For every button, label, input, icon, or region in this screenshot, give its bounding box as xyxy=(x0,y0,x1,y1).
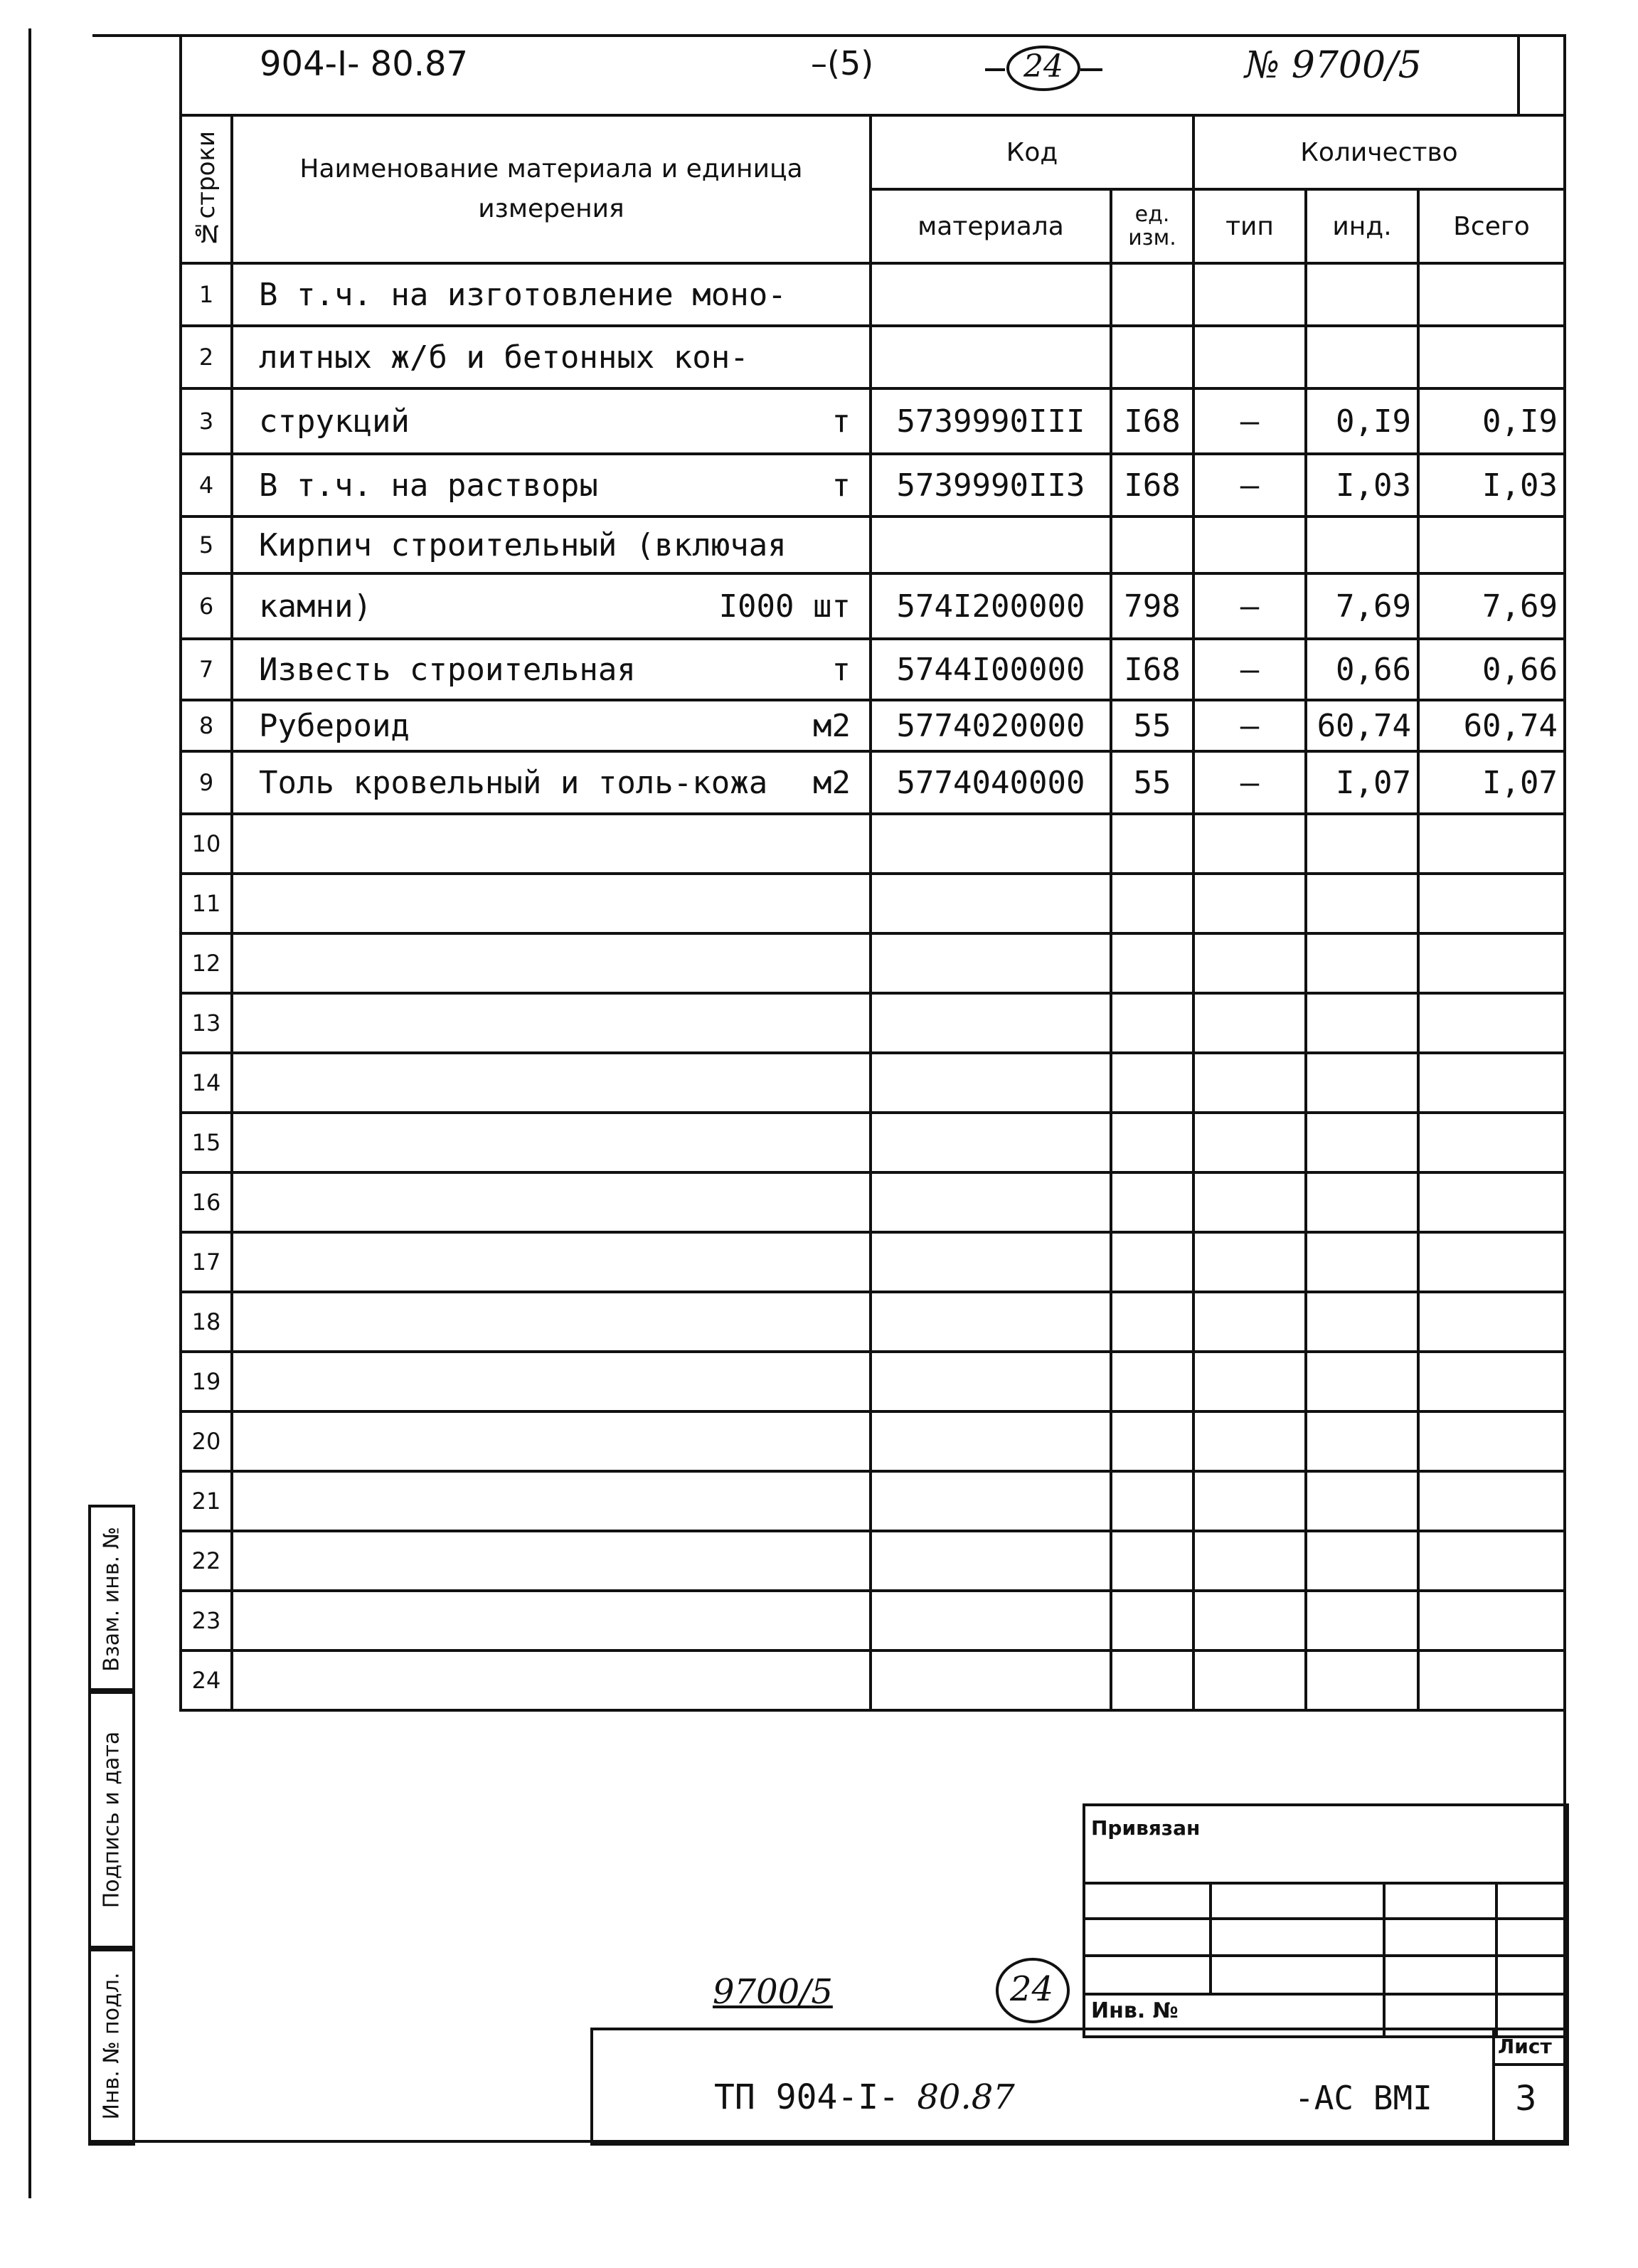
archive-number: № 9700/5 xyxy=(1245,44,1422,87)
row-ind xyxy=(1306,1113,1418,1172)
row-unit-code xyxy=(1111,1650,1193,1710)
row-number: 10 xyxy=(181,814,232,874)
row-name xyxy=(232,993,871,1053)
row-type xyxy=(1193,933,1306,993)
row-type: – xyxy=(1193,573,1306,639)
row-type xyxy=(1193,1172,1306,1232)
table-row xyxy=(181,1471,1565,1531)
row-total: 7,69 xyxy=(1418,573,1565,639)
row-code xyxy=(871,1471,1111,1531)
row-number: 7 xyxy=(181,639,232,700)
row-total: 0,I9 xyxy=(1418,388,1565,454)
row-name xyxy=(232,874,871,933)
privyazan-label: Привязан xyxy=(1091,1816,1201,1840)
row-name xyxy=(232,1411,871,1471)
row-total xyxy=(1418,1172,1565,1232)
row-name-text: струкций xyxy=(259,403,410,440)
row-unit-code xyxy=(1111,1232,1193,1292)
row-ind: I,07 xyxy=(1306,751,1418,814)
row-number: 2 xyxy=(181,326,232,388)
row-ind xyxy=(1306,933,1418,993)
row-name xyxy=(232,1053,871,1113)
row-unit-code xyxy=(1111,1591,1193,1650)
inv-no-label: Инв. № xyxy=(1091,1998,1179,2023)
row-type xyxy=(1193,1411,1306,1471)
table-row xyxy=(181,326,1565,388)
row-type xyxy=(1193,1053,1306,1113)
row-unit-code xyxy=(1111,326,1193,388)
row-code xyxy=(871,1650,1111,1710)
col-code-header: Код xyxy=(871,115,1193,189)
row-name xyxy=(232,1531,871,1591)
row-ind xyxy=(1306,1650,1418,1710)
row-type xyxy=(1193,1591,1306,1650)
table-row xyxy=(181,1650,1565,1710)
col-name-header: Наименование материала и единица измерения xyxy=(232,115,871,263)
row-ind xyxy=(1306,874,1418,933)
col-rownum-header: №строки xyxy=(181,115,232,263)
row-ind xyxy=(1306,1411,1418,1471)
row-total xyxy=(1418,814,1565,874)
row-number: 6 xyxy=(181,573,232,639)
row-number: 11 xyxy=(181,874,232,933)
row-name xyxy=(232,573,871,639)
row-total xyxy=(1418,516,1565,573)
table-row xyxy=(181,751,1565,814)
row-code xyxy=(871,1113,1111,1172)
row-code xyxy=(871,1292,1111,1352)
row-unit-code xyxy=(1111,1411,1193,1471)
row-total: 0,66 xyxy=(1418,639,1565,700)
table-row xyxy=(181,1113,1565,1172)
row-code xyxy=(871,326,1111,388)
row-unit-code xyxy=(1111,516,1193,573)
row-total xyxy=(1418,933,1565,993)
row-total xyxy=(1418,326,1565,388)
row-unit: т xyxy=(831,403,851,440)
row-name xyxy=(232,454,871,516)
row-code: 5739990II3 xyxy=(871,454,1111,516)
row-unit-code xyxy=(1111,1172,1193,1232)
row-type: – xyxy=(1193,700,1306,751)
row-number: 22 xyxy=(181,1531,232,1591)
row-ind xyxy=(1306,1591,1418,1650)
row-ind xyxy=(1306,1531,1418,1591)
row-number: 14 xyxy=(181,1053,232,1113)
col-qty-type-header: тип xyxy=(1193,189,1306,263)
row-unit-code xyxy=(1111,1292,1193,1352)
row-name-text: В т.ч. на изготовление моно- xyxy=(259,276,787,313)
row-unit-code xyxy=(1111,874,1193,933)
row-unit-code xyxy=(1111,1113,1193,1172)
stamp-title-block xyxy=(590,2028,1569,2146)
row-unit-code: I68 xyxy=(1111,639,1193,700)
col-qty-header: Количество xyxy=(1193,115,1565,189)
row-type xyxy=(1193,814,1306,874)
row-type xyxy=(1193,1232,1306,1292)
row-unit-code xyxy=(1111,1352,1193,1411)
margin-vzam-inv: Взам. инв. № xyxy=(88,1505,135,1694)
row-name-text: литных ж/б и бетонных кон- xyxy=(259,339,749,376)
row-ind: 7,69 xyxy=(1306,573,1418,639)
row-code xyxy=(871,516,1111,573)
table-row xyxy=(181,933,1565,993)
row-ind xyxy=(1306,1352,1418,1411)
section-number: –(5) xyxy=(811,44,874,83)
row-code: 5739990III xyxy=(871,388,1111,454)
row-ind xyxy=(1306,1172,1418,1232)
table-row xyxy=(181,700,1565,751)
doc-title: ТП 904-I- 80.87 xyxy=(714,2077,1015,2117)
row-number: 5 xyxy=(181,516,232,573)
row-total xyxy=(1418,263,1565,326)
row-code xyxy=(871,993,1111,1053)
privyazan-block xyxy=(1083,1803,1569,2038)
row-number: 3 xyxy=(181,388,232,454)
row-name-text: Рубероид xyxy=(259,707,410,744)
table-row xyxy=(181,1531,1565,1591)
row-type xyxy=(1193,874,1306,933)
row-unit-code xyxy=(1111,933,1193,993)
table-row xyxy=(181,454,1565,516)
row-ind: 60,74 xyxy=(1306,700,1418,751)
row-name xyxy=(232,639,871,700)
row-type xyxy=(1193,516,1306,573)
row-code xyxy=(871,1411,1111,1471)
row-ind xyxy=(1306,516,1418,573)
row-name xyxy=(232,326,871,388)
row-unit-code xyxy=(1111,1531,1193,1591)
row-total: 60,74 xyxy=(1418,700,1565,751)
row-number: 24 xyxy=(181,1650,232,1710)
row-type xyxy=(1193,993,1306,1053)
row-code xyxy=(871,263,1111,326)
row-total xyxy=(1418,1411,1565,1471)
row-number: 4 xyxy=(181,454,232,516)
row-code xyxy=(871,1352,1111,1411)
col-qty-ind-header: инд. xyxy=(1306,189,1418,263)
row-unit-code xyxy=(1111,1471,1193,1531)
row-code xyxy=(871,1531,1111,1591)
table-row xyxy=(181,1352,1565,1411)
row-type xyxy=(1193,1113,1306,1172)
row-name-text: Кирпич строительный (включая xyxy=(259,526,787,563)
row-type: – xyxy=(1193,454,1306,516)
row-unit-code xyxy=(1111,993,1193,1053)
sheet-label: Лист xyxy=(1498,2035,1552,2058)
row-name xyxy=(232,263,871,326)
table-row xyxy=(181,1172,1565,1232)
row-total: I,03 xyxy=(1418,454,1565,516)
header-left-line xyxy=(179,34,182,114)
margin-inv-podl: Инв. № подл. xyxy=(88,1946,135,2146)
row-total xyxy=(1418,1113,1565,1172)
row-name xyxy=(232,1113,871,1172)
table-row xyxy=(181,993,1565,1053)
sheet-number: 3 xyxy=(1515,2079,1537,2119)
row-code: 5774020000 xyxy=(871,700,1111,751)
row-name xyxy=(232,1232,871,1292)
row-code xyxy=(871,814,1111,874)
materials-table xyxy=(179,114,1566,1712)
row-ind xyxy=(1306,1471,1418,1531)
row-total xyxy=(1418,1053,1565,1113)
row-number: 8 xyxy=(181,700,232,751)
row-code xyxy=(871,1232,1111,1292)
margin-podpis-data: Подпись и дата xyxy=(88,1688,135,1951)
row-number: 1 xyxy=(181,263,232,326)
row-total xyxy=(1418,1591,1565,1650)
row-unit-code: 55 xyxy=(1111,700,1193,751)
row-ind: I,03 xyxy=(1306,454,1418,516)
row-name xyxy=(232,751,871,814)
row-unit-code: 55 xyxy=(1111,751,1193,814)
row-number: 15 xyxy=(181,1113,232,1172)
row-number: 19 xyxy=(181,1352,232,1411)
row-name-text: Известь строительная xyxy=(259,651,636,688)
row-number: 16 xyxy=(181,1172,232,1232)
row-ind xyxy=(1306,326,1418,388)
top-frame-line xyxy=(92,34,1565,37)
row-code xyxy=(871,874,1111,933)
row-name xyxy=(232,933,871,993)
row-total xyxy=(1418,1650,1565,1710)
row-name xyxy=(232,1471,871,1531)
row-name-text: Толь кровельный и толь-кожа xyxy=(259,764,768,801)
row-name-text: В т.ч. на растворы xyxy=(259,467,598,504)
row-total xyxy=(1418,993,1565,1053)
row-number: 12 xyxy=(181,933,232,993)
row-unit-code xyxy=(1111,1053,1193,1113)
row-unit: м2 xyxy=(813,707,851,744)
row-code: 5774040000 xyxy=(871,751,1111,814)
row-number: 18 xyxy=(181,1292,232,1352)
row-number: 13 xyxy=(181,993,232,1053)
row-total xyxy=(1418,874,1565,933)
row-name xyxy=(232,516,871,573)
row-code: 5744I00000 xyxy=(871,639,1111,700)
table-row xyxy=(181,1292,1565,1352)
table-row xyxy=(181,1591,1565,1650)
row-unit-code: I68 xyxy=(1111,388,1193,454)
row-type xyxy=(1193,1531,1306,1591)
row-number: 9 xyxy=(181,751,232,814)
row-ind: 0,I9 xyxy=(1306,388,1418,454)
doc-code: 904-I- 80.87 xyxy=(260,44,469,84)
row-number: 20 xyxy=(181,1411,232,1471)
row-number: 17 xyxy=(181,1232,232,1292)
row-type: – xyxy=(1193,388,1306,454)
table-row xyxy=(181,639,1565,700)
table-row xyxy=(181,516,1565,573)
table-row xyxy=(181,1411,1565,1471)
row-unit: т xyxy=(831,651,851,688)
row-name xyxy=(232,1591,871,1650)
row-code xyxy=(871,1172,1111,1232)
table-row xyxy=(181,874,1565,933)
row-number: 23 xyxy=(181,1591,232,1650)
row-name xyxy=(232,814,871,874)
row-type xyxy=(1193,1352,1306,1411)
table-row xyxy=(181,814,1565,874)
row-unit: м2 xyxy=(813,764,851,801)
row-type xyxy=(1193,1292,1306,1352)
row-ind xyxy=(1306,993,1418,1053)
row-type xyxy=(1193,1471,1306,1531)
header-right-line xyxy=(1517,34,1520,114)
row-name xyxy=(232,1292,871,1352)
row-ind: 0,66 xyxy=(1306,639,1418,700)
row-name xyxy=(232,1352,871,1411)
row-type: – xyxy=(1193,751,1306,814)
row-total xyxy=(1418,1352,1565,1411)
row-code xyxy=(871,1591,1111,1650)
row-ind xyxy=(1306,1053,1418,1113)
row-code: 574I200000 xyxy=(871,573,1111,639)
doc-suffix: -АС ВМI xyxy=(1294,2079,1432,2117)
row-unit: т xyxy=(831,467,851,504)
col-qty-total-header: Всего xyxy=(1418,189,1565,263)
table-row xyxy=(181,388,1565,454)
table-row xyxy=(181,263,1565,326)
row-type xyxy=(1193,263,1306,326)
table-row xyxy=(181,1232,1565,1292)
row-total xyxy=(1418,1531,1565,1591)
row-total xyxy=(1418,1471,1565,1531)
row-unit-code: 798 xyxy=(1111,573,1193,639)
table-row xyxy=(181,573,1565,639)
row-type xyxy=(1193,1650,1306,1710)
row-unit-code xyxy=(1111,263,1193,326)
row-name xyxy=(232,1650,871,1710)
row-name-text: камни) xyxy=(259,588,372,625)
row-total xyxy=(1418,1232,1565,1292)
row-ind xyxy=(1306,263,1418,326)
handwritten-number: 9700/5 xyxy=(713,1972,833,2012)
row-unit-code: I68 xyxy=(1111,454,1193,516)
page-circle-number: 24 xyxy=(985,41,1102,92)
row-type xyxy=(1193,326,1306,388)
row-total: I,07 xyxy=(1418,751,1565,814)
circled-number: 24 xyxy=(994,1956,1071,2025)
row-unit-code xyxy=(1111,814,1193,874)
left-edge-line xyxy=(28,28,31,2198)
table-row xyxy=(181,1053,1565,1113)
row-ind xyxy=(1306,814,1418,874)
row-total xyxy=(1418,1292,1565,1352)
row-name xyxy=(232,388,871,454)
row-type: – xyxy=(1193,639,1306,700)
row-code xyxy=(871,1053,1111,1113)
row-ind xyxy=(1306,1292,1418,1352)
row-ind xyxy=(1306,1232,1418,1292)
row-number: 21 xyxy=(181,1471,232,1531)
col-code-material-header: материала xyxy=(871,189,1111,263)
col-code-unit-header: ед. изм. xyxy=(1111,189,1193,263)
row-unit: I000 шт xyxy=(718,588,851,625)
row-name xyxy=(232,1172,871,1232)
row-code xyxy=(871,933,1111,993)
row-name xyxy=(232,700,871,751)
